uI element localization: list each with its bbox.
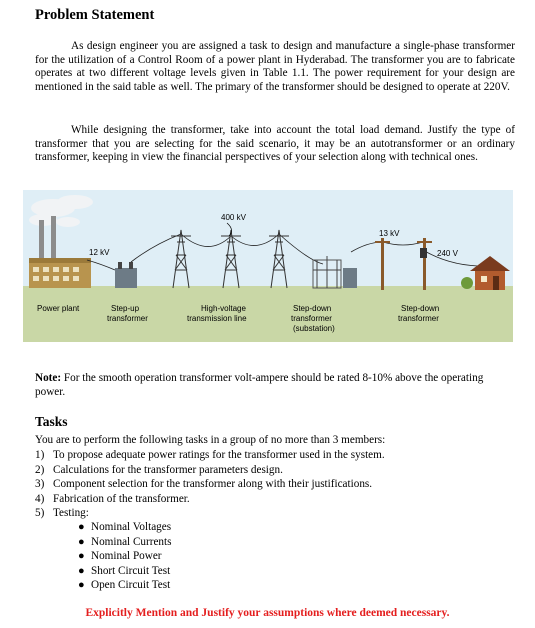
note-text: For the smooth operation transformer volt-ampere should be rated 8-10% above the operating power. <box>35 372 484 398</box>
label-sd-2: transformer <box>291 314 332 323</box>
tasks-heading: Tasks <box>35 414 68 429</box>
list-item: 2) Calculations for the transformer parameters design. <box>35 463 283 476</box>
label-12kv: 12 kV <box>89 248 110 257</box>
label-sd-1: Step-down <box>293 304 332 313</box>
label-sd-5: transformer <box>398 314 439 323</box>
label-240v: 240 V <box>437 249 458 258</box>
list-item: ● Nominal Power <box>78 550 162 563</box>
label-power-plant: Power plant <box>37 304 80 313</box>
bullet-icon: ● <box>78 521 85 533</box>
bullet-icon: ● <box>78 579 85 592</box>
tests-list <box>78 520 171 593</box>
bullet-icon: ● <box>78 550 85 563</box>
assumptions-footer: Explicitly Mention and Justify your assumptions where deemed necessary. <box>85 607 450 619</box>
paragraph-design: While designing the transformer, take into account the total load demand. Justify the type of transformer that you are selecting for the said scenario, it may be an autotransformer or an ordinary transformer, keeping in view the financial perspectives of your selection along with technical ones. <box>35 124 515 164</box>
label-sd-3: (substation) <box>293 324 335 333</box>
paragraph-intro: As design engineer you are assigned a task to design and manufacture a single-phase transformer for the utilization of a Control Room of a power plant in Hyderabad. The transformer you are to fabricate operates at two different voltage levels given in Table 1.1. The power requirement for your design are mentioned in the said table as well. The primary of the transformer should be designed to operate at 220V. <box>35 40 515 93</box>
list-item: ● Nominal Voltages <box>78 521 172 533</box>
list-item: ● Short Circuit Test <box>78 564 171 577</box>
label-sd-4: Step-down <box>401 304 440 313</box>
tasks-list <box>35 448 385 521</box>
figure-ground <box>23 286 513 342</box>
label-13kv: 13 kV <box>379 229 400 238</box>
label-hv-2: transmission line <box>187 314 247 323</box>
bullet-icon: ● <box>78 564 85 577</box>
note <box>35 372 515 399</box>
list-item: 5) Testing: <box>35 507 89 519</box>
power-distribution-figure <box>23 190 513 342</box>
page-title: Problem Statement <box>35 7 155 23</box>
list-item: 4) Fabrication of the transformer. <box>35 492 190 505</box>
bullet-icon: ● <box>78 535 85 548</box>
tasks-intro: You are to perform the following tasks in a group of no more than 3 members: <box>35 434 386 446</box>
list-item: 1) To propose adequate power ratings for the transformer used in the system. <box>35 449 385 461</box>
label-stepup-1: Step-up <box>111 304 140 313</box>
list-item: 3) Component selection for the transformer along with their justifications. <box>35 478 373 490</box>
list-item: ● Open Circuit Test <box>78 579 171 592</box>
label-stepup-2: transformer <box>107 314 148 323</box>
note-label: Note: <box>35 372 62 384</box>
list-item: ● Nominal Currents <box>78 535 172 548</box>
label-hv-1: High-voltage <box>201 304 246 313</box>
label-400kv: 400 kV <box>221 213 246 222</box>
